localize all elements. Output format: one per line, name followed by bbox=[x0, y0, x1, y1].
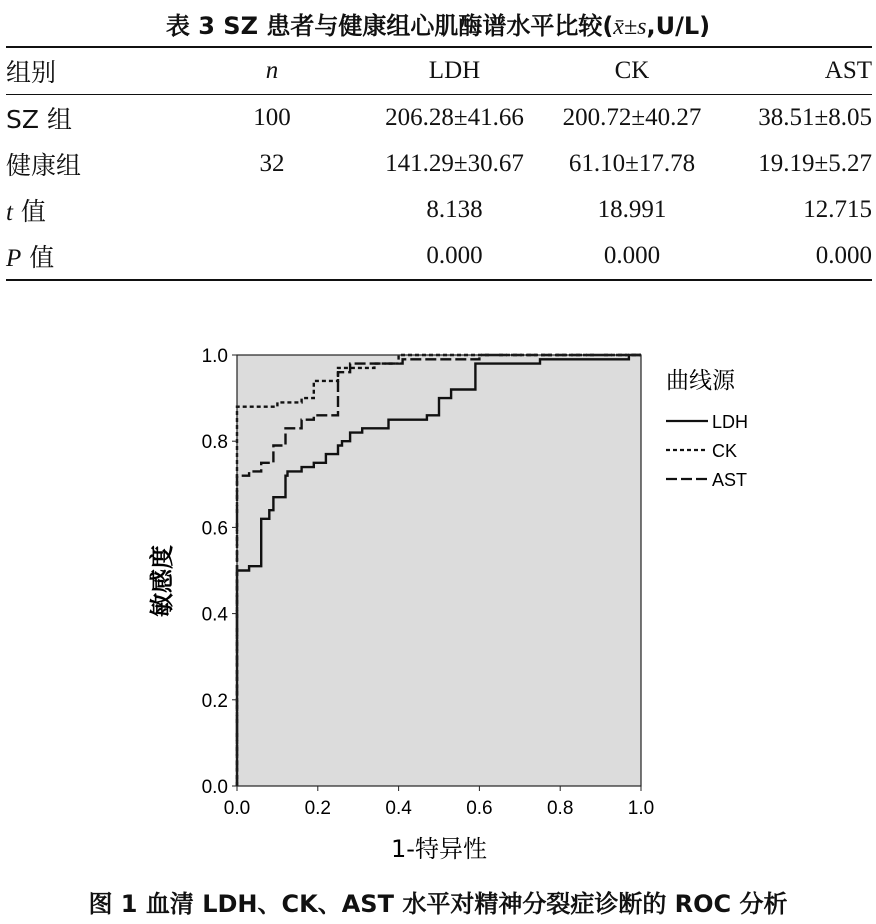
y-tick-label: 0.2 bbox=[201, 690, 228, 712]
stat-label: 值 bbox=[12, 197, 46, 226]
cell-n: 32 bbox=[259, 150, 285, 177]
y-tick-label: 0.6 bbox=[201, 518, 228, 540]
cell-n bbox=[182, 187, 362, 233]
cell-ck: 200.72±40.27 bbox=[562, 104, 702, 131]
x-tick-label: 0.4 bbox=[385, 798, 412, 819]
roc-chart bbox=[0, 300, 876, 880]
cell-n: 100 bbox=[253, 104, 291, 131]
y-tick-label: 1.0 bbox=[201, 346, 228, 367]
x-tick-label: 0.0 bbox=[223, 798, 251, 819]
cell-group bbox=[6, 187, 182, 233]
legend-label-ldh: LDH bbox=[712, 412, 749, 432]
cell-n bbox=[182, 233, 362, 280]
table-row bbox=[6, 95, 872, 142]
x-tick-label: 0.8 bbox=[546, 798, 574, 819]
table-row bbox=[6, 141, 872, 187]
table-header-row bbox=[6, 47, 872, 95]
header-n: n bbox=[182, 47, 362, 95]
header-ast: AST bbox=[717, 47, 872, 95]
cell-ldh: 0.000 bbox=[362, 233, 547, 280]
cell-ck: 61.10±17.78 bbox=[568, 150, 696, 177]
cell-ast: 38.51±8.05 bbox=[758, 104, 872, 131]
cell-ldh: 141.29±30.67 bbox=[385, 150, 524, 177]
cell-ast: 12.715 bbox=[803, 196, 872, 223]
plot-area bbox=[237, 355, 641, 786]
x-axis-label: 1-特异性 bbox=[391, 835, 487, 863]
legend bbox=[666, 368, 748, 490]
cell-ck: 18.991 bbox=[597, 196, 667, 223]
y-tick-label: 0.0 bbox=[201, 777, 228, 798]
cell-group: 健康组 bbox=[6, 151, 82, 180]
y-tick-label: 0.4 bbox=[201, 604, 228, 626]
legend-label-ast: AST bbox=[712, 470, 748, 490]
cell-ck: 0.000 bbox=[547, 233, 717, 280]
table-caption-prefix: 表 3 SZ 患者与健康组心肌酶谱水平比较( bbox=[165, 12, 614, 40]
table-caption-math: x̄±s bbox=[613, 14, 647, 40]
x-tick-label: 0.2 bbox=[304, 798, 332, 819]
y-tick-label: 0.8 bbox=[201, 432, 228, 454]
cell-ldh: 206.28±41.66 bbox=[385, 104, 524, 131]
header-ldh: LDH bbox=[362, 47, 547, 95]
x-tick-label: 0.6 bbox=[466, 798, 493, 819]
figure-caption: 图 1 血清 LDH、CK、AST 水平对精神分裂症诊断的 ROC 分析 bbox=[88, 890, 788, 918]
data-table bbox=[6, 46, 872, 281]
legend-label-ck: CK bbox=[712, 441, 738, 461]
stat-symbol: P bbox=[6, 245, 22, 272]
stat-symbol: t bbox=[6, 199, 13, 226]
y-axis-label: 敏感度 bbox=[148, 545, 176, 617]
legend-title: 曲线源 bbox=[666, 368, 735, 394]
table-caption-suffix: ,U/L) bbox=[646, 12, 711, 40]
cell-ldh: 8.138 bbox=[426, 196, 483, 223]
cell-ast: 19.19±5.27 bbox=[758, 150, 872, 177]
table-row bbox=[6, 187, 872, 233]
header-group: 组别 bbox=[6, 47, 182, 95]
header-ck: CK bbox=[547, 47, 717, 95]
stat-label: 值 bbox=[21, 243, 55, 272]
cell-ast: 0.000 bbox=[717, 233, 872, 280]
x-tick-label: 1.0 bbox=[627, 798, 655, 819]
cell-group: SZ 组 bbox=[6, 105, 72, 134]
legend-entries bbox=[666, 412, 748, 490]
table-caption bbox=[0, 6, 876, 41]
table-row bbox=[6, 233, 872, 280]
cell-group bbox=[6, 233, 182, 280]
